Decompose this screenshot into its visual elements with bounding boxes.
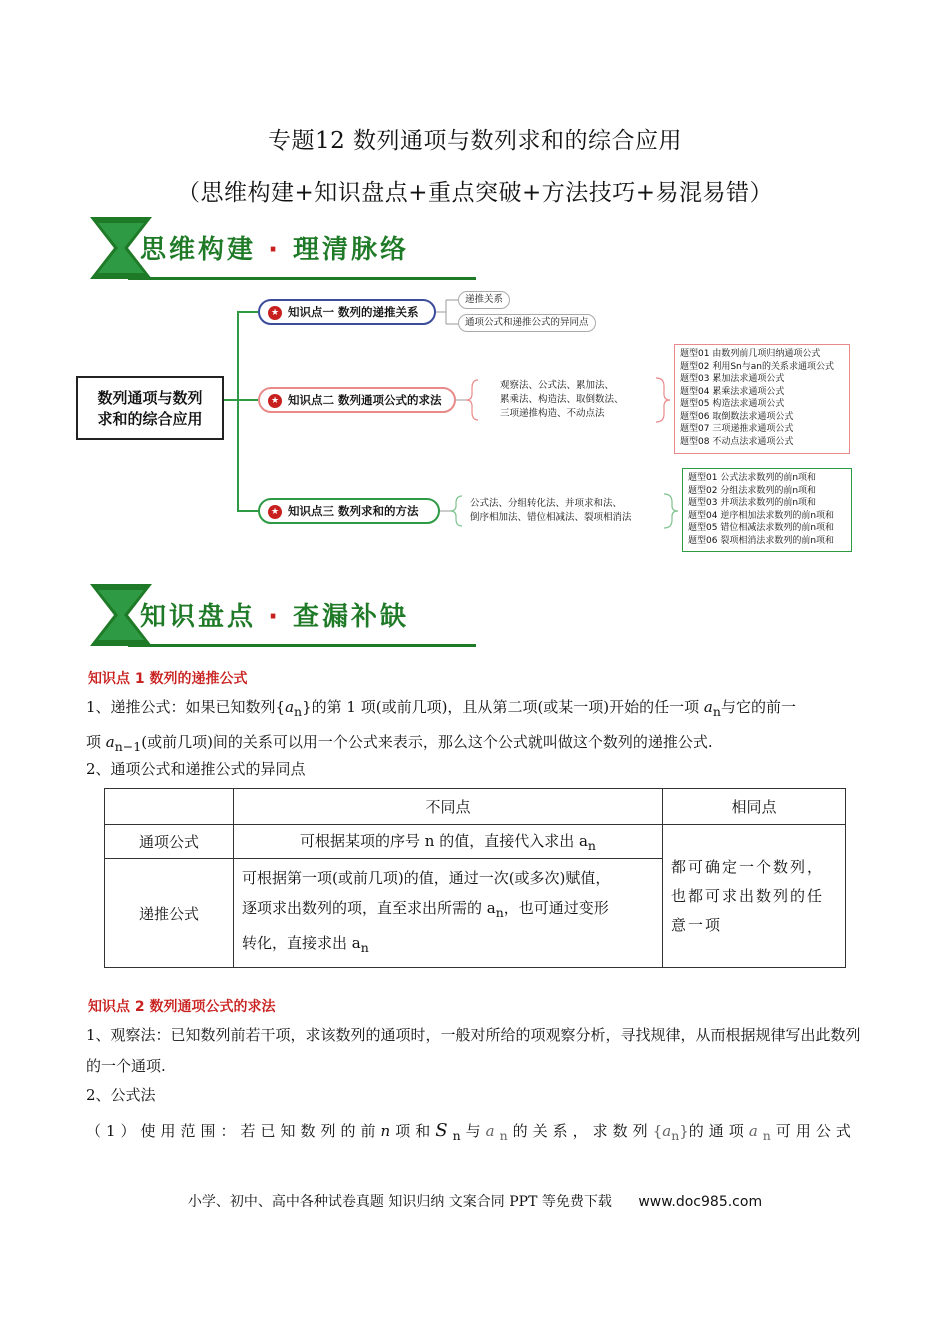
text-span: 1、递推公式：如果已知数列{ (86, 698, 286, 716)
text-span: 可用公式 (775, 1122, 856, 1140)
star-icon: ★ (268, 505, 282, 519)
kp1-tag-1: 递推关系 (458, 291, 510, 309)
text-span: ，也可通过变形 (503, 899, 609, 917)
list-item: 题型06 裂项相消法求数列的前n项和 (688, 535, 835, 546)
mindmap-root-line1: 数列通项与数列 (97, 389, 203, 407)
list-item: 题型04 累乘法求通项公式 (680, 386, 785, 397)
text-span: 可根据某项的序号 n 的值，直接代入求出 a (300, 832, 588, 850)
mindmap-node-kp2 (258, 387, 456, 413)
math-var: S (435, 1120, 453, 1141)
table-row-name: 递推公式 (105, 859, 234, 968)
kp2-question-types (674, 344, 850, 454)
math-sub: n−1 (114, 739, 142, 754)
math-sub: n (671, 1128, 680, 1143)
list-item: 题型04 逆序相加法求数列的前n项和 (688, 510, 835, 521)
list-item: 题型02 分组法求数列的前n项和 (688, 485, 817, 496)
banner-separator: · (268, 602, 281, 632)
math-var: a (285, 698, 295, 716)
section1-paragraph-1 (86, 692, 866, 762)
section1-title: 知识点 1 数列的递推公式 (88, 671, 248, 687)
kp2-method-line: 三项递推构造、不动点法 (500, 408, 605, 419)
page-title: 专题12 数列通项与数列求和的综合应用 (267, 128, 683, 154)
list-item: 题型05 构造法求通项公式 (680, 399, 785, 409)
mindmap-root (76, 376, 224, 440)
section2-paragraph-1: 1、观察法：已知数列前若干项，求该数列的通项时，一般对所给的项观察分析，寻找规律，从而根据规律写出此数列的一个通项. (86, 1026, 861, 1075)
text-span: 项和 (395, 1122, 436, 1140)
section2-title: 知识点 2 数列通项公式的求法 (88, 999, 276, 1015)
star-icon: ★ (268, 394, 282, 408)
list-item: 题型03 并项法求数列的前n项和 (688, 498, 817, 508)
math-sub: n (587, 838, 596, 853)
kp2-method-line: 观察法、公式法、累加法、 (500, 380, 615, 391)
list-item: 题型02 利用Sn与an的关系求通项公式 (680, 361, 834, 372)
text-span: (或前几项)间的关系可以用一个公式来表示，那么这个公式就叫做这个数列的递推公式. (141, 733, 713, 751)
table-header-empty (105, 789, 234, 825)
page-footer (0, 1191, 950, 1211)
kp3-label: 知识点三 数列求和的方法 (288, 504, 419, 518)
math-var: a (662, 1122, 672, 1140)
math-var: n (380, 1122, 396, 1140)
list-item: 题型06 取倒数法求通项公式 (680, 411, 794, 422)
kp3-question-types (682, 468, 852, 552)
text-span: 的关系，求数列 (512, 1122, 653, 1140)
kp3-method-line: 倒序相加法、错位相减法、裂项相消法 (470, 512, 632, 523)
table-cell (234, 825, 663, 859)
page-subtitle: （思维构建+知识盘点+重点突破+方法技巧+易混易错） (176, 180, 774, 206)
text-span: 项 (86, 733, 106, 751)
footer-site-link[interactable]: www.doc985.com (638, 1194, 763, 1210)
list-item: 题型08 不动点法求通项公式 (680, 436, 794, 447)
text-span: （1）使用范围：若已知数列的前 (86, 1122, 381, 1140)
text-span: 与 (465, 1122, 486, 1140)
text-span: 可根据第一项(或前几项)的值，通过一次(或多次)赋值， (242, 869, 611, 887)
table-header-diff: 不同点 (234, 789, 663, 825)
list-item: 题型01 公式法求数列的前n项和 (688, 473, 817, 483)
math-sub: n (495, 905, 504, 920)
kp1-tag-2: 通项公式和递推公式的异同点 (458, 314, 596, 332)
banner-separator: · (268, 235, 281, 265)
text-span: 与它的前一 (720, 698, 796, 716)
math-var: a (703, 698, 713, 716)
text-span: 转化，直接求出 a (242, 934, 361, 952)
text-span: }的第 1 项(或前几项)，且从第二项(或某一项)开始的任一项 (302, 698, 704, 716)
math-var: a (748, 1122, 763, 1140)
math-var: a (105, 733, 115, 751)
math-sub: n (294, 704, 303, 719)
kp2-method-line: 累乘法、构造法、取倒数法、 (500, 394, 624, 405)
text-span: 逐项求出数列的项，直至求出所需的 a (242, 899, 496, 917)
list-item: 题型05 错位相减法求数列的前n项和 (688, 523, 835, 533)
table-cell (234, 859, 663, 968)
section-banner-mind-map (88, 215, 478, 281)
math-sub: n (452, 1128, 466, 1143)
banner-title-part2: 查漏补缺 (293, 602, 410, 632)
kp3-method-line: 公式法、分组转化法、并项求和法、 (470, 498, 623, 509)
table-cell-same: 都可确定一个数列，也都可求出数列的任意一项 (663, 825, 846, 968)
kp2-methods (500, 379, 624, 421)
section1-paragraph-2: 2、通项公式和递推公式的异同点 (86, 760, 306, 778)
mindmap-node-kp1 (258, 299, 436, 325)
math-sub: n (762, 1128, 776, 1143)
kp2-label: 知识点二 数列通项公式的求法 (288, 393, 442, 407)
comparison-table (104, 788, 846, 968)
list-item: 题型07 三项递推求通项公式 (680, 424, 794, 434)
table-row-name: 通项公式 (105, 825, 234, 859)
banner-title-part1: 思维构建 (140, 235, 257, 265)
list-item: 题型01 由数列前几项归纳通项公式 (680, 349, 821, 359)
banner-title-part2: 理清脉络 (293, 235, 410, 265)
math-set: $\{a_n\}$ (652, 1122, 689, 1143)
mindmap-node-kp3 (258, 498, 440, 524)
text-span: 的通项 (688, 1122, 749, 1140)
mindmap-root-line2: 求和的综合应用 (97, 410, 203, 428)
footer-text: 小学、初中、高中各种试卷真题 知识归纳 文案合同 PPT 等免费下载 (187, 1194, 612, 1210)
math-var: a (485, 1122, 500, 1140)
list-item: 题型03 累加法求通项公式 (680, 374, 785, 384)
star-icon: ★ (268, 306, 282, 320)
kp3-methods (470, 497, 632, 525)
table-header-same: 相同点 (663, 789, 846, 825)
math-sub: n (712, 704, 721, 719)
section-banner-knowledge (88, 582, 478, 648)
section2-paragraph-2: 2、公式法 (86, 1086, 156, 1104)
kp1-label: 知识点一 数列的递推关系 (288, 305, 419, 319)
banner-title-part1: 知识盘点 (140, 602, 257, 632)
math-sub: n (360, 940, 369, 955)
section2-paragraph-3 (86, 1115, 866, 1151)
math-sub: n (499, 1128, 513, 1143)
